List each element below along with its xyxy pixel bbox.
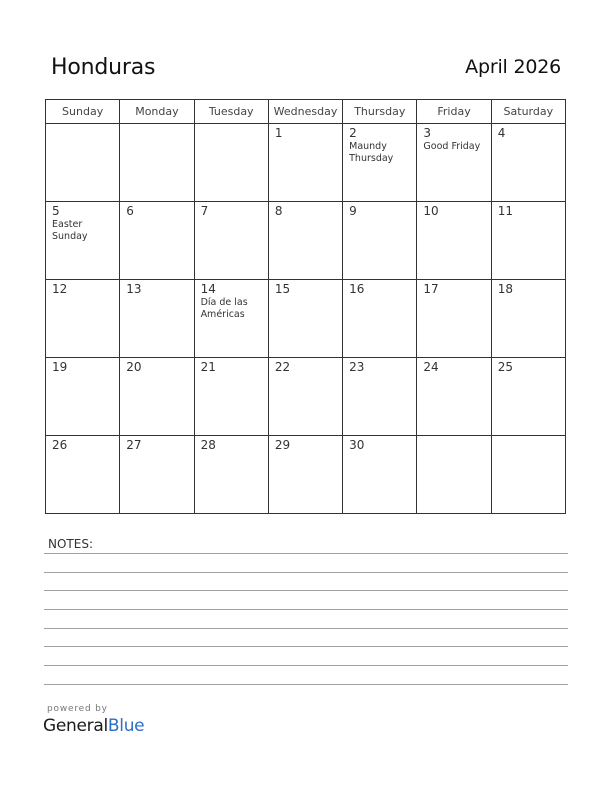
day-cell-content xyxy=(492,124,565,140)
brand-general-text: General xyxy=(43,716,108,736)
day-number: 10 xyxy=(423,204,439,218)
day-cell-content xyxy=(343,280,416,296)
day-cell-content xyxy=(417,124,490,153)
holiday-label: Good Friday xyxy=(423,141,481,152)
week-row xyxy=(46,202,566,280)
day-cell xyxy=(268,202,342,280)
note-line xyxy=(44,628,568,629)
day-number: 1 xyxy=(274,126,283,140)
day-cell xyxy=(491,358,565,436)
day-cell-content xyxy=(417,202,490,218)
day-number: 13 xyxy=(126,282,142,296)
day-cell xyxy=(194,358,268,436)
day-number: 4 xyxy=(497,126,506,140)
powered-by-text: powered by xyxy=(47,704,108,714)
day-cell xyxy=(268,280,342,358)
note-line xyxy=(44,590,568,591)
weekday-monday: Monday xyxy=(120,100,194,124)
day-cell xyxy=(343,436,417,514)
day-cell-content xyxy=(417,280,490,296)
day-cell xyxy=(120,202,194,280)
day-number: 19 xyxy=(52,360,68,374)
day-cell xyxy=(268,124,342,202)
day-cell-content xyxy=(269,358,342,374)
day-cell-content xyxy=(269,280,342,296)
day-number: 27 xyxy=(126,438,142,452)
day-number: 30 xyxy=(349,438,365,452)
day-cell-content xyxy=(343,436,416,452)
day-cell-content xyxy=(195,280,268,321)
weekday-tuesday: Tuesday xyxy=(194,100,268,124)
day-cell xyxy=(343,358,417,436)
day-cell xyxy=(491,436,565,514)
weekday-thursday: Thursday xyxy=(343,100,417,124)
calendar-grid xyxy=(45,99,566,514)
weekday-saturday: Saturday xyxy=(491,100,565,124)
day-cell xyxy=(46,202,120,280)
notes-label: NOTES: xyxy=(48,537,93,551)
day-cell xyxy=(343,124,417,202)
day-number: 8 xyxy=(274,204,283,218)
day-number: 15 xyxy=(274,282,291,296)
day-cell xyxy=(194,124,268,202)
day-cell xyxy=(194,202,268,280)
note-line xyxy=(44,665,568,666)
weekday-wednesday: Wednesday xyxy=(268,100,342,124)
holiday-label: Día de las Américas xyxy=(200,297,248,320)
day-number: 18 xyxy=(497,282,513,296)
day-cell-content xyxy=(46,358,119,374)
holiday-label: Easter Sunday xyxy=(52,219,88,242)
day-cell xyxy=(46,124,120,202)
day-cell-content xyxy=(417,358,490,374)
day-cell xyxy=(343,202,417,280)
day-cell-content xyxy=(343,124,416,165)
week-row xyxy=(46,124,566,202)
day-cell-content xyxy=(492,280,565,296)
day-number: 5 xyxy=(52,204,60,218)
day-number: 2 xyxy=(349,126,357,140)
day-cell xyxy=(417,358,491,436)
day-cell-content xyxy=(269,124,342,140)
day-number: 9 xyxy=(349,204,357,218)
day-number: 22 xyxy=(274,360,291,374)
weekday-sunday: Sunday xyxy=(46,100,120,124)
day-cell-content xyxy=(46,202,119,243)
day-number: 12 xyxy=(52,282,68,296)
day-cell xyxy=(268,358,342,436)
brand-blue-text: Blue xyxy=(107,716,145,736)
week-row xyxy=(46,280,566,358)
day-cell xyxy=(46,358,120,436)
day-cell xyxy=(268,436,342,514)
note-line xyxy=(44,646,568,647)
day-cell xyxy=(491,124,565,202)
day-cell-content xyxy=(46,280,119,296)
day-cell-content xyxy=(343,202,416,218)
day-number: 20 xyxy=(126,360,142,374)
day-number: 24 xyxy=(423,360,439,374)
day-cell xyxy=(120,124,194,202)
day-cell xyxy=(194,436,268,514)
day-number: 28 xyxy=(200,438,216,452)
day-number: 14 xyxy=(200,282,216,296)
day-cell-content xyxy=(343,358,416,374)
day-number: 11 xyxy=(497,204,513,218)
day-cell xyxy=(417,124,491,202)
day-cell-content xyxy=(46,436,119,452)
day-cell-content xyxy=(195,124,268,126)
day-number: 7 xyxy=(200,204,209,218)
day-cell-content xyxy=(46,124,119,126)
day-cell-content xyxy=(269,436,342,452)
day-cell xyxy=(417,436,491,514)
weekday-friday: Friday xyxy=(417,100,491,124)
day-cell xyxy=(120,280,194,358)
day-cell xyxy=(417,202,491,280)
day-cell-content xyxy=(120,358,193,374)
month-year-title: April 2026 xyxy=(465,56,561,78)
note-line xyxy=(44,572,568,573)
day-cell xyxy=(46,280,120,358)
day-cell xyxy=(343,280,417,358)
day-cell xyxy=(491,280,565,358)
week-row xyxy=(46,358,566,436)
day-number: 16 xyxy=(349,282,365,296)
day-number: 3 xyxy=(423,126,432,140)
day-cell-content xyxy=(492,202,565,218)
day-number: 23 xyxy=(349,360,365,374)
day-number: 21 xyxy=(200,360,216,374)
day-cell-content xyxy=(492,358,565,374)
day-number: 29 xyxy=(274,438,291,452)
holiday-label: Maundy Thursday xyxy=(349,141,394,164)
day-cell xyxy=(491,202,565,280)
day-cell xyxy=(417,280,491,358)
note-line xyxy=(44,684,568,685)
day-number: 25 xyxy=(497,360,513,374)
day-cell-content xyxy=(492,436,565,438)
day-number: 6 xyxy=(126,204,134,218)
day-cell-content xyxy=(269,202,342,218)
generalblue-logo[interactable] xyxy=(43,716,144,736)
note-line xyxy=(44,609,568,610)
day-cell xyxy=(194,280,268,358)
day-cell-content xyxy=(120,280,193,296)
day-cell xyxy=(46,436,120,514)
day-cell-content xyxy=(120,202,193,218)
day-number: 26 xyxy=(52,438,68,452)
week-row xyxy=(46,436,566,514)
day-cell-content xyxy=(120,436,193,452)
day-cell-content xyxy=(120,124,193,126)
country-title: Honduras xyxy=(51,55,156,80)
day-cell xyxy=(120,358,194,436)
day-cell xyxy=(120,436,194,514)
day-cell-content xyxy=(195,358,268,374)
day-cell-content xyxy=(195,436,268,452)
note-line xyxy=(44,553,568,554)
day-cell-content xyxy=(195,202,268,218)
day-number: 17 xyxy=(423,282,439,296)
day-cell-content xyxy=(417,436,490,438)
weekday-header-row xyxy=(46,100,566,124)
